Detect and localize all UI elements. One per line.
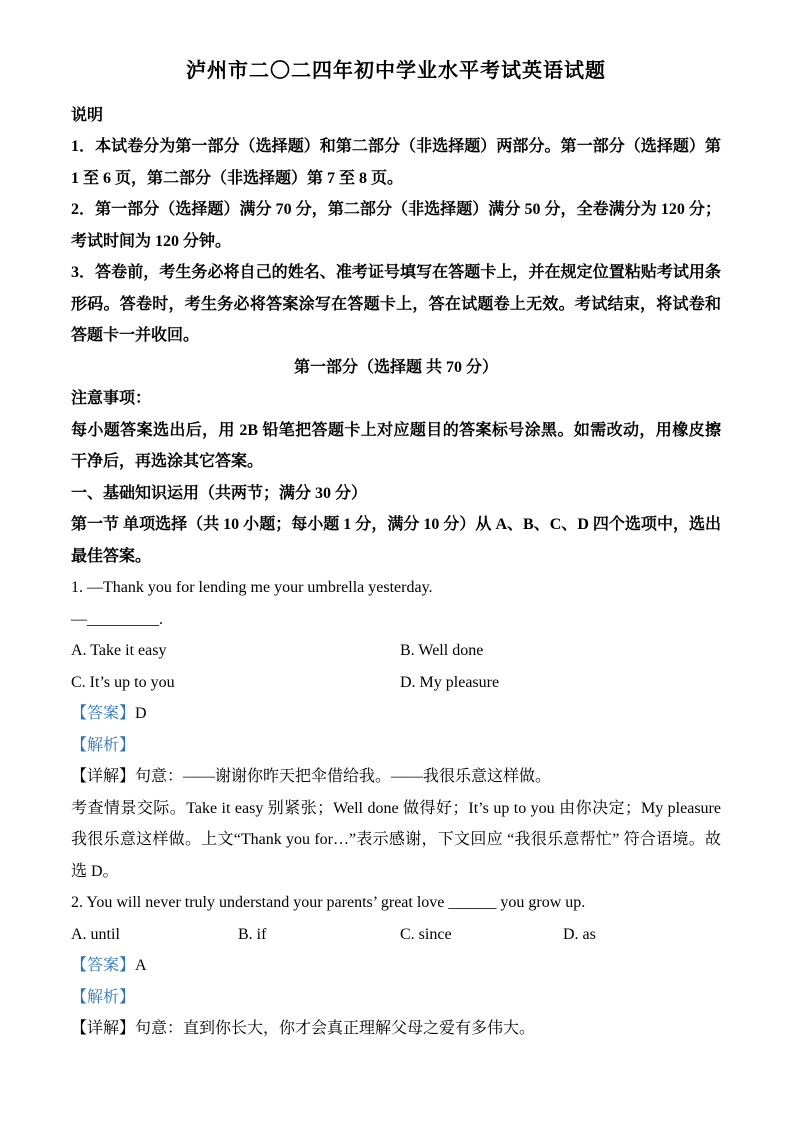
question-1-answer-row xyxy=(71,698,721,730)
question-1-detail-row xyxy=(71,761,721,793)
analysis-label: 【解析】 xyxy=(71,988,136,1006)
part1-heading: 第一部分（选择题 共 70 分） xyxy=(293,358,498,376)
answer-label: 【答案】 xyxy=(71,705,136,722)
question-1-detail-text: 句意：——谢谢你昨天把伞借给我。——我很乐意这样做。 xyxy=(135,768,552,785)
instruction-item-2: 2．第一部分（选择题）满分 70 分，第二部分（非选择题）满分 50 分，全卷满分为 120 分；考试时间为 120 分钟。 xyxy=(71,201,721,250)
question-1-stem: 1. —Thank you for lending me your umbrella yesterday. xyxy=(71,579,433,596)
notice-heading: 注意事项： xyxy=(71,390,152,407)
section1-subheading: 第一节 单项选择（共 10 小题；每小题 1 分，满分 10 分）从 A、B、C、D 四个选项中，选出最佳答案。 xyxy=(71,516,721,565)
question-1-option-d: D. My pleasure xyxy=(400,673,500,691)
question-1-option-a: A. Take it easy xyxy=(71,642,167,659)
section1-heading: 一、基础知识运用（共两节；满分 30 分） xyxy=(71,484,368,502)
question-2-stem: 2. You will never truly understand your parents’ great love ______ you grow up. xyxy=(71,894,586,911)
question-2 xyxy=(71,887,721,1045)
question-2-option-b: B. if xyxy=(238,925,267,943)
notice-body: 每小题答案选出后，用 2B 铅笔把答题卡上对应题目的答案标号涂黑。如需改动，用橡皮擦干净后，再选涂其它答案。 xyxy=(71,421,721,470)
question-1 xyxy=(71,572,721,887)
question-1-stem-line2: —_________. xyxy=(71,610,163,628)
question-1-answer: D xyxy=(135,705,147,722)
question-2-option-d: D. as xyxy=(563,925,596,943)
exam-title: 泸州市二〇二四年初中学业水平考试英语试题 xyxy=(186,60,606,82)
question-2-answer: A xyxy=(135,957,147,974)
question-2-detail-text: 句意：直到你长大，你才会真正理解父母之爱有多伟大。 xyxy=(135,1020,536,1037)
question-2-analysis-row xyxy=(71,982,721,1014)
question-1-analysis-row xyxy=(71,730,721,762)
question-1-options xyxy=(71,635,721,698)
detail-label: 【详解】 xyxy=(71,1020,136,1037)
question-2-option-c: C. since xyxy=(400,925,452,943)
question-2-options xyxy=(71,919,721,951)
question-2-detail-row xyxy=(71,1013,721,1045)
instruction-item-1: 1．本试卷分为第一部分（选择题）和第二部分（非选择题）两部分。第一部分（选择题）第 1 至 6 页，第二部分（非选择题）第 7 至 8 页。 xyxy=(71,138,721,187)
analysis-label: 【解析】 xyxy=(71,736,136,754)
question-1-detail-rest: 考查情景交际。Take it easy 别紧张；Well done 做得好；It’s up to you 由你决定；My pleasure 我很乐意这样做。上文“Thank you for…”表示感谢，下文回应 “我很乐意帮忙” 符合语境。故选 D。 xyxy=(71,799,721,880)
answer-label: 【答案】 xyxy=(71,957,136,974)
question-2-answer-row xyxy=(71,950,721,982)
instruction-item-3: 3．答卷前，考生务必将自己的姓名、准考证号填写在答题卡上，并在规定位置粘贴考试用条形码。答卷时，考生务必将答案涂写在答题卡上，答在试题卷上无效。考试结束，将试卷和答题卡一并收回。 xyxy=(71,264,721,344)
detail-label: 【详解】 xyxy=(71,768,136,785)
question-1-option-c: C. It’s up to you xyxy=(71,673,175,691)
shuoming-heading: 说明 xyxy=(71,106,104,124)
question-1-option-b: B. Well done xyxy=(400,642,484,659)
question-2-option-a: A. until xyxy=(71,925,120,943)
